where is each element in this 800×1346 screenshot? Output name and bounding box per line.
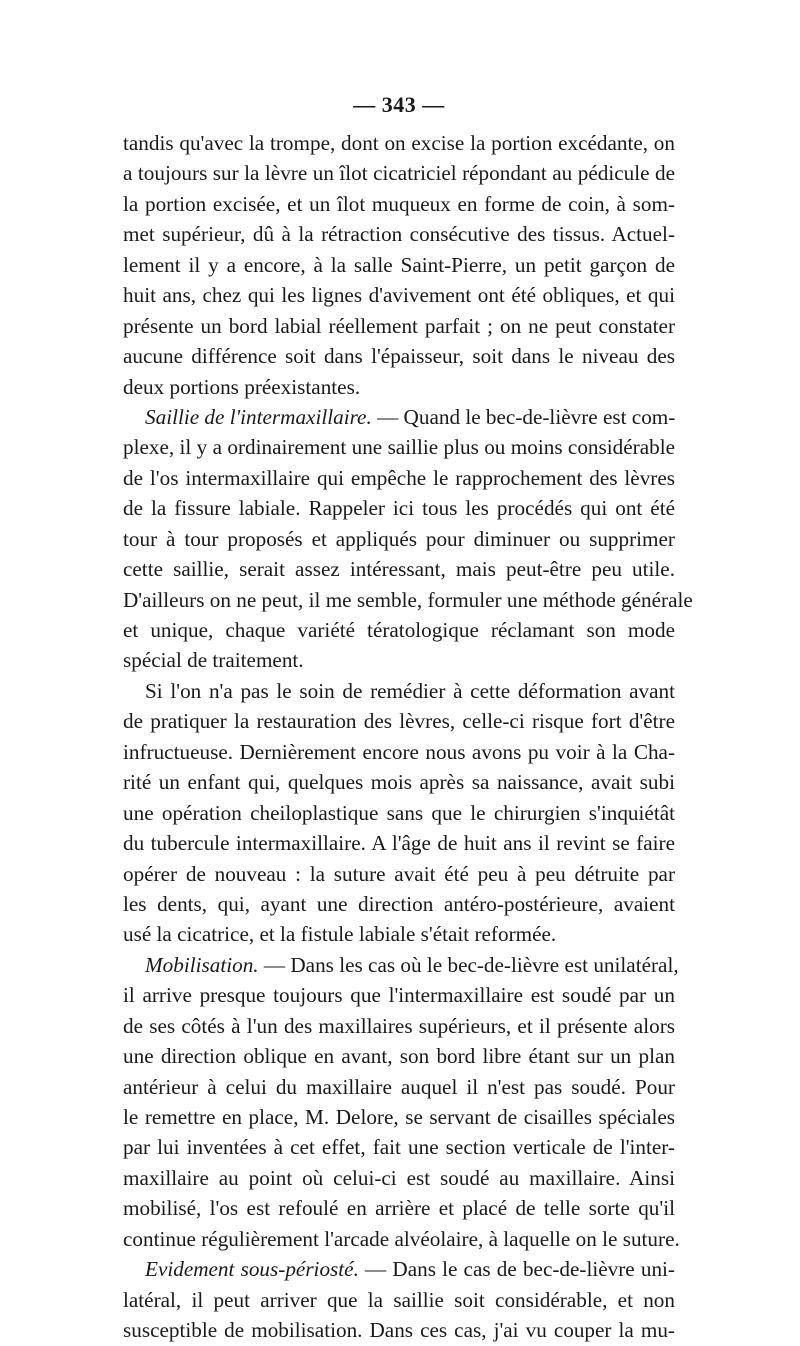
- text-line: une opération cheiloplastique sans que le chirurgien s'inquiétât: [123, 800, 675, 825]
- body-text: [123, 128, 693, 1346]
- text-line: de la fissure labiale. Rappeler ici tous les procédés qui ont été: [123, 496, 675, 521]
- text-line: met supérieur, dû à la rétraction consécutive des tissus. Actuel-: [123, 222, 675, 247]
- text-line: lement il y a encore, à la salle Saint-Pierre, un petit garçon de: [123, 252, 675, 277]
- text-line: de pratiquer la restauration des lèvres, celle-ci risque fort d'être: [123, 709, 675, 734]
- text-line: cette saillie, serait assez intéressant, mais peut-être peu utile.: [123, 557, 675, 582]
- text-line: maxillaire au point où celui-ci est soudé au maxillaire. Ainsi: [123, 1165, 675, 1190]
- book-page: [123, 90, 693, 1346]
- text-line: rité un enfant qui, quelques mois après sa naissance, avait subi: [123, 770, 675, 795]
- text-line: latéral, il peut arriver que la saillie soit considérable, et non: [123, 1287, 675, 1312]
- text-line: susceptible de mobilisation. Dans ces cas, j'ai vu couper la mu-: [123, 1318, 675, 1343]
- text-line: par lui inventées à cet effet, fait une section verticale de l'inter-: [123, 1135, 675, 1160]
- text-line: spécial de traitement.: [123, 648, 304, 673]
- paragraph-deformation: [123, 676, 675, 950]
- text-line: usé la cicatrice, et la fistule labiale s'était reformée.: [123, 922, 557, 947]
- text-line: deux portions préexistantes.: [123, 374, 361, 399]
- text-run: — Quand le bec-de-lièvre est com-: [371, 404, 676, 429]
- text-line: de ses côtés à l'un des maxillaires supérieurs, et il présente alors: [123, 1013, 675, 1038]
- text-line: opérer de nouveau : la suture avait été peu à peu détruite par: [123, 861, 675, 886]
- text-line: aucune différence soit dans l'épaisseur, soit dans le niveau des: [123, 344, 675, 369]
- page-number: — 343 —: [353, 92, 445, 117]
- text-run: — Dans les cas où le bec-de-lièvre est unilatéral,: [258, 952, 679, 977]
- text-line-first: [123, 402, 675, 432]
- section-heading-saillie: Saillie de l'intermaxillaire.: [145, 404, 372, 429]
- text-line: de l'os intermaxillaire qui empêche le rapprochement des lèvres: [123, 465, 675, 490]
- section-heading-mobilisation: Mobilisation.: [145, 952, 259, 977]
- text-line: antérieur à celui du maxillaire auquel il n'est pas soudé. Pour: [123, 1074, 675, 1099]
- text-line: a toujours sur la lèvre un îlot cicatriciel répondant au pédicule de: [123, 161, 675, 186]
- text-line-first: Si l'on n'a pas le soin de remédier à cette déformation avant: [145, 678, 675, 703]
- text-line: du tubercule intermaxillaire. A l'âge de huit ans il revint se faire: [123, 831, 675, 856]
- text-line: tour à tour proposés et appliqués pour diminuer ou supprimer: [123, 526, 675, 551]
- text-line-first: [123, 950, 679, 980]
- text-line: plexe, il y a ordinairement une saillie plus ou moins considérable: [123, 435, 675, 460]
- text-line: tandis qu'avec la trompe, dont on excise la portion excédante, on: [123, 131, 675, 155]
- text-line: huit ans, chez qui les lignes d'avivement ont été obliques, et qui: [123, 283, 675, 308]
- paragraph-continuation: [123, 128, 675, 402]
- text-line: la portion excisée, et un îlot muqueux en forme de coin, à som-: [123, 191, 675, 216]
- paragraph-evidement: [123, 1254, 675, 1345]
- text-line: et unique, chaque variété tératologique réclamant son mode: [123, 618, 675, 642]
- text-line: mobilisé, l'os est refoulé en arrière et placé de telle sorte qu'il: [123, 1196, 675, 1221]
- text-line: le remettre en place, M. Delore, se servant de cisailles spéciales: [123, 1105, 675, 1129]
- text-line: D'ailleurs on ne peut, il me semble, formuler une méthode générale: [123, 587, 693, 612]
- text-run: — Dans le cas de bec-de-lièvre uni-: [358, 1257, 675, 1282]
- text-line: les dents, qui, ayant une direction antéro-postérieure, avaient: [123, 891, 675, 916]
- text-line: présente un bord labial réellement parfait ; on ne peut constater: [123, 313, 675, 338]
- text-line: une direction oblique en avant, son bord libre étant sur un plan: [123, 1044, 675, 1069]
- text-line: continue régulièrement l'arcade alvéolaire, à laquelle on le suture.: [123, 1226, 680, 1251]
- section-heading-evidement: Evidement sous-périosté.: [145, 1257, 359, 1282]
- paragraph-mobilisation: [123, 950, 680, 1254]
- text-line-first: [123, 1254, 675, 1284]
- paragraph-saillie: [123, 402, 693, 676]
- text-line: infructueuse. Dernièrement encore nous avons pu voir à la Cha-: [123, 739, 675, 764]
- text-line: il arrive presque toujours que l'intermaxillaire est soudé par un: [123, 983, 675, 1008]
